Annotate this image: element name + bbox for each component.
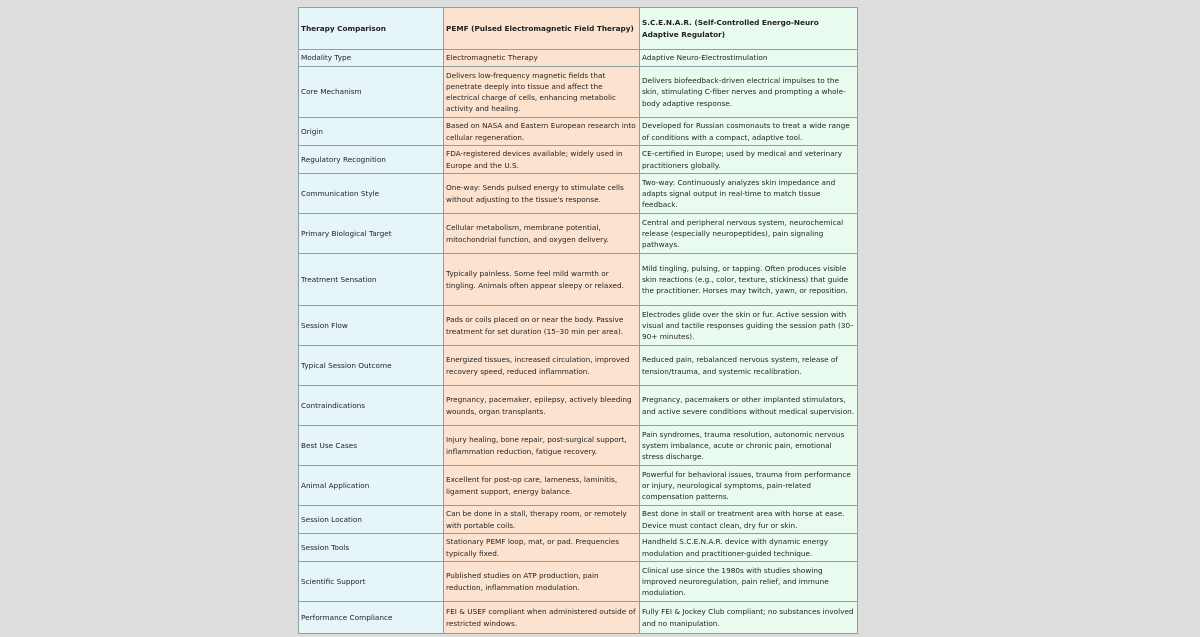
table-row xyxy=(299,534,858,562)
row-label: Performance Compliance xyxy=(299,602,444,634)
pemf-cell: Delivers low-frequency magnetic fields that penetrate deeply into tissue and affect the electrical charge of cells, enhancing metabolic activity and healing. xyxy=(444,67,640,118)
table-row xyxy=(299,67,858,118)
table-row xyxy=(299,118,858,146)
table-row xyxy=(299,562,858,602)
scenar-cell: Handheld S.C.E.N.A.R. device with dynamic energy modulation and practitioner-guided technique. xyxy=(640,534,858,562)
table-row xyxy=(299,386,858,426)
table-row xyxy=(299,426,858,466)
scenar-cell: CE-certified in Europe; used by medical and veterinary practitioners globally. xyxy=(640,146,858,174)
pemf-cell: FEI & USEF compliant when administered outside of restricted windows. xyxy=(444,602,640,634)
scenar-cell: Electrodes glide over the skin or fur. Active session with visual and tactile responses guiding the session path (30–90+ minutes). xyxy=(640,306,858,346)
pemf-cell: Stationary PEMF loop, mat, or pad. Frequencies typically fixed. xyxy=(444,534,640,562)
scenar-cell: Developed for Russian cosmonauts to treat a wide range of conditions with a compact, adaptive tool. xyxy=(640,118,858,146)
pemf-cell: Typically painless. Some feel mild warmth or tingling. Animals often appear sleepy or relaxed. xyxy=(444,254,640,306)
table-row xyxy=(299,346,858,386)
pemf-cell: Injury healing, bone repair, post-surgical support, inflammation reduction, fatigue recovery. xyxy=(444,426,640,466)
row-label: Scientific Support xyxy=(299,562,444,602)
scenar-cell: Mild tingling, pulsing, or tapping. Often produces visible skin reactions (e.g., color, texture, stickiness) that guide the practitioner. Horses may twitch, yawn, or reposition. xyxy=(640,254,858,306)
scenar-cell: Delivers biofeedback-driven electrical impulses to the skin, stimulating C-fiber nerves and prompting a whole-body adaptive response. xyxy=(640,67,858,118)
table-row xyxy=(299,146,858,174)
header-scenar: S.C.E.N.A.R. (Self-Controlled Energo-Neuro Adaptive Regulator) xyxy=(640,8,858,50)
pemf-cell: Pads or coils placed on or near the body. Passive treatment for set duration (15–30 min per area). xyxy=(444,306,640,346)
table-row xyxy=(299,306,858,346)
scenar-cell: Central and peripheral nervous system, neurochemical release (especially neuropeptides), pain signaling pathways. xyxy=(640,214,858,254)
table-row xyxy=(299,50,858,67)
row-label: Origin xyxy=(299,118,444,146)
row-label: Session Tools xyxy=(299,534,444,562)
row-label: Animal Application xyxy=(299,466,444,506)
scenar-cell: Adaptive Neuro-Electrostimulation xyxy=(640,50,858,67)
row-label: Modality Type xyxy=(299,50,444,67)
row-label: Best Use Cases xyxy=(299,426,444,466)
row-label: Core Mechanism xyxy=(299,67,444,118)
table-row xyxy=(299,466,858,506)
row-label: Typical Session Outcome xyxy=(299,346,444,386)
therapy-comparison-table xyxy=(298,7,858,634)
row-label: Communication Style xyxy=(299,174,444,214)
table-row xyxy=(299,254,858,306)
header-therapy-comparison: Therapy Comparison xyxy=(299,8,444,50)
header-row xyxy=(299,8,858,50)
scenar-cell: Pain syndromes, trauma resolution, autonomic nervous system imbalance, acute or chronic pain, emotional stress discharge. xyxy=(640,426,858,466)
pemf-cell: Published studies on ATP production, pain reduction, inflammation modulation. xyxy=(444,562,640,602)
pemf-cell: Pregnancy, pacemaker, epilepsy, actively bleeding wounds, organ transplants. xyxy=(444,386,640,426)
pemf-cell: One-way: Sends pulsed energy to stimulate cells without adjusting to the tissue's response. xyxy=(444,174,640,214)
scenar-cell: Reduced pain, rebalanced nervous system, release of tension/trauma, and systemic recalibration. xyxy=(640,346,858,386)
scenar-cell: Powerful for behavioral issues, trauma from performance or injury, neurological symptoms, pain-related compensation patterns. xyxy=(640,466,858,506)
table-row xyxy=(299,174,858,214)
row-label: Primary Biological Target xyxy=(299,214,444,254)
row-label: Contraindications xyxy=(299,386,444,426)
row-label: Regulatory Recognition xyxy=(299,146,444,174)
table-row xyxy=(299,214,858,254)
row-label: Session Location xyxy=(299,506,444,534)
pemf-cell: Energized tissues, increased circulation, improved recovery speed, reduced inflammation. xyxy=(444,346,640,386)
header-pemf: PEMF (Pulsed Electromagnetic Field Therapy) xyxy=(444,8,640,50)
table-row xyxy=(299,602,858,634)
pemf-cell: Can be done in a stall, therapy room, or remotely with portable coils. xyxy=(444,506,640,534)
pemf-cell: Based on NASA and Eastern European research into cellular regeneration. xyxy=(444,118,640,146)
pemf-cell: Excellent for post-op care, lameness, laminitis, ligament support, energy balance. xyxy=(444,466,640,506)
pemf-cell: Electromagnetic Therapy xyxy=(444,50,640,67)
table-row xyxy=(299,506,858,534)
scenar-cell: Best done in stall or treatment area with horse at ease. Device must contact clean, dry fur or skin. xyxy=(640,506,858,534)
scenar-cell: Fully FEI & Jockey Club compliant; no substances involved and no manipulation. xyxy=(640,602,858,634)
scenar-cell: Pregnancy, pacemakers or other implanted stimulators, and active severe conditions without medical supervision. xyxy=(640,386,858,426)
pemf-cell: Cellular metabolism, membrane potential, mitochondrial function, and oxygen delivery. xyxy=(444,214,640,254)
row-label: Session Flow xyxy=(299,306,444,346)
scenar-cell: Two-way: Continuously analyzes skin impedance and adapts signal output in real-time to match tissue feedback. xyxy=(640,174,858,214)
scenar-cell: Clinical use since the 1980s with studies showing improved neuroregulation, pain relief, and immune modulation. xyxy=(640,562,858,602)
pemf-cell: FDA-registered devices available; widely used in Europe and the U.S. xyxy=(444,146,640,174)
row-label: Treatment Sensation xyxy=(299,254,444,306)
